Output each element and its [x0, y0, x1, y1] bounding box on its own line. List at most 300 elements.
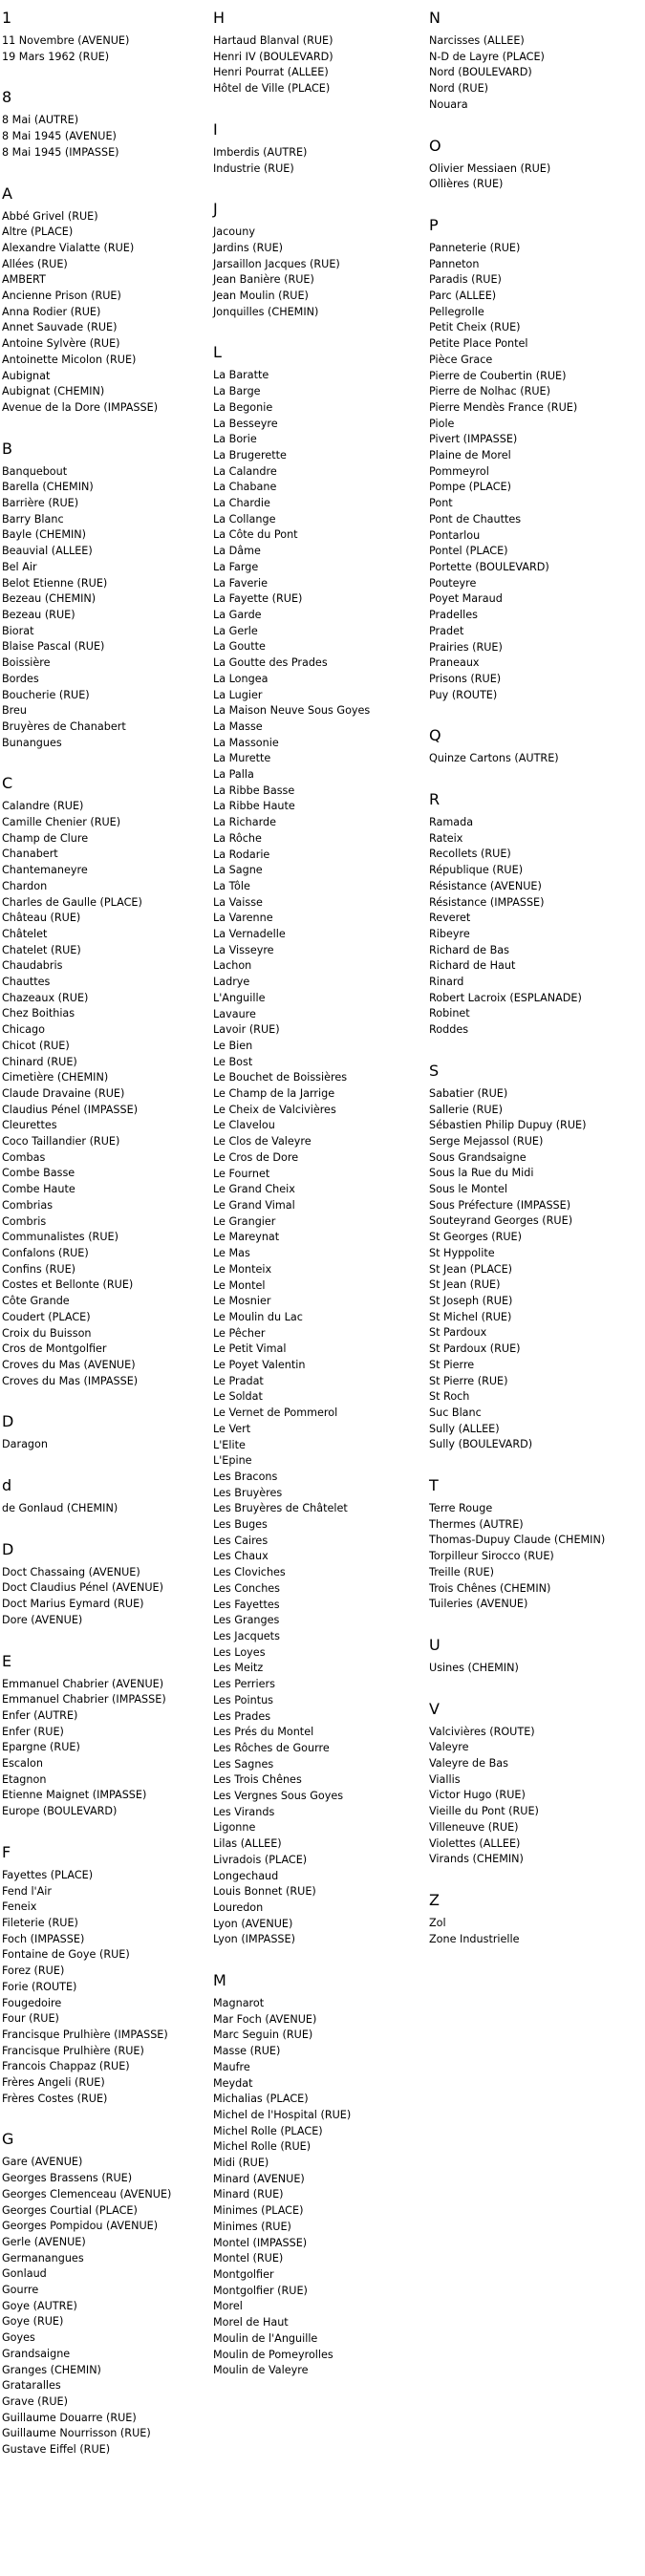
- street-entry: Pellegrolle: [429, 305, 484, 318]
- street-entry: Minard (AVENUE): [213, 2172, 305, 2185]
- street-entry: Jarsaillon Jacques (RUE): [213, 257, 340, 270]
- street-entry: Rinard: [429, 976, 464, 989]
- street-entry: La Collange: [213, 512, 276, 526]
- section-letter-heading: F: [2, 1842, 11, 1861]
- street-entry: Paradis (RUE): [429, 273, 502, 287]
- street-entry: St Roch: [429, 1390, 470, 1404]
- street-entry: Quinze Cartons (AUTRE): [429, 752, 559, 765]
- street-entry: Jonquilles (CHEMIN): [213, 305, 319, 318]
- section-letter-heading: P: [429, 215, 439, 234]
- street-entry: Cros de Montgolfier: [2, 1342, 107, 1356]
- street-entry: Olivier Messiaen (RUE): [429, 161, 551, 175]
- street-entry: Grave (RUE): [2, 2394, 68, 2408]
- section-letter-heading: D: [2, 1539, 14, 1558]
- section-letter-heading: A: [2, 183, 12, 203]
- street-entry: de Gonlaud (CHEMIN): [2, 1502, 118, 1515]
- street-entry: Frères Angeli (RUE): [2, 2076, 105, 2090]
- street-entry: La Baratte: [213, 369, 269, 382]
- street-entry: Confalons (RUE): [2, 1247, 89, 1259]
- street-entry: 8 Mai (AUTRE): [2, 114, 79, 127]
- section-letter-heading: N: [429, 9, 441, 27]
- street-entry: Lyon (AVENUE): [213, 1917, 293, 1930]
- street-entry: Montel (IMPASSE): [213, 2236, 308, 2249]
- street-entry: Les Bruyères: [213, 1486, 283, 1499]
- street-entry: Recollets (RUE): [429, 848, 511, 861]
- letter-section: [2, 440, 198, 752]
- letter-section: [2, 2130, 198, 2458]
- street-entry: La Massonie: [213, 736, 279, 749]
- street-entry: Bruyères de Chanabert: [2, 719, 126, 733]
- street-entry: Hartaud Blanval (RUE): [213, 34, 333, 47]
- street-entry: Dore (AVENUE): [2, 1613, 83, 1626]
- street-entry: Sallerie (RUE): [429, 1103, 503, 1116]
- street-entry: Michel Rolle (RUE): [213, 2140, 312, 2154]
- street-entry: Claudius Pénel (IMPASSE): [2, 1103, 139, 1116]
- street-entry: Georges Pompidou (AVENUE): [2, 2220, 159, 2233]
- street-entry: Thermes (AUTRE): [429, 1517, 524, 1531]
- letter-section: [429, 726, 625, 767]
- street-entry: Les Prés du Montel: [213, 1726, 314, 1739]
- street-entry: La Goutte: [213, 640, 266, 654]
- section-letter-heading: S: [429, 1061, 440, 1080]
- letter-section: [213, 1971, 409, 2379]
- street-entry: Pierre de Nolhac (RUE): [429, 385, 550, 398]
- street-list: [2, 113, 198, 161]
- street-entry: La Besseyre: [213, 417, 278, 430]
- street-entry: Panneterie (RUE): [429, 241, 521, 254]
- street-entry: Les Buges: [213, 1518, 268, 1532]
- letter-section: [429, 1636, 625, 1677]
- street-entry: Combas: [2, 1150, 46, 1164]
- street-entry: La Barge: [213, 385, 261, 398]
- street-entry: Puy (ROUTE): [429, 688, 498, 701]
- street-entry: La Vernadelle: [213, 928, 286, 941]
- street-entry: Escalon: [2, 1757, 43, 1771]
- street-entry: Chatelet (RUE): [2, 943, 81, 956]
- letter-section: [2, 1652, 198, 1820]
- letter-section: [2, 1412, 198, 1453]
- street-entry: Les Prades: [213, 1709, 271, 1723]
- street-entry: Minimes (PLACE): [213, 2204, 304, 2218]
- street-entry: Sully (ALLEE): [429, 1422, 500, 1435]
- street-entry: N-D de Layre (PLACE): [429, 50, 545, 63]
- street-entry: Les Vergnes Sous Goyes: [213, 1790, 344, 1803]
- street-entry: Costes et Bellonte (RUE): [2, 1278, 134, 1292]
- street-entry: La Palla: [213, 768, 254, 782]
- street-entry: Le Vert: [213, 1422, 251, 1435]
- street-entry: Torpilleur Sirocco (RUE): [429, 1550, 554, 1563]
- street-entry: Roddes: [429, 1023, 469, 1037]
- section-letter-heading: O: [429, 136, 441, 155]
- street-entry: Fend l'Air: [2, 1884, 52, 1898]
- index-column: [2, 9, 198, 2481]
- street-entry: Combrias: [2, 1198, 54, 1212]
- section-letter-heading: D: [2, 1412, 14, 1431]
- street-entry: Reveret: [429, 912, 471, 925]
- street-entry: Bel Air: [2, 560, 37, 573]
- street-list: [2, 209, 198, 417]
- street-entry: Gonlaud: [2, 2267, 47, 2281]
- street-entry: Allées (RUE): [2, 257, 68, 270]
- street-entry: Francois Chappaz (RUE): [2, 2060, 130, 2073]
- street-entry: Emmanuel Chabrier (AVENUE): [2, 1677, 164, 1690]
- street-entry: Henri Pourrat (ALLEE): [213, 66, 329, 79]
- street-entry: St Hyppolite: [429, 1246, 495, 1259]
- street-entry: Guillaume Douarre (RUE): [2, 2411, 137, 2424]
- street-entry: La Vaisse: [213, 895, 263, 909]
- street-entry: Château (RUE): [2, 912, 81, 925]
- street-entry: Belot Etienne (RUE): [2, 576, 108, 590]
- street-entry: Enfer (AUTRE): [2, 1708, 78, 1722]
- street-entry: Longechaud: [213, 1869, 279, 1882]
- street-entry: L'Anguille: [213, 991, 266, 1004]
- street-entry: Pompe (PLACE): [429, 481, 511, 494]
- street-entry: Confins (RUE): [2, 1262, 76, 1276]
- street-entry: Antoinette Micolon (RUE): [2, 353, 137, 366]
- street-entry: Pouteyre: [429, 576, 477, 590]
- street-entry: Treille (RUE): [429, 1565, 494, 1578]
- street-entry: Croves du Mas (IMPASSE): [2, 1374, 139, 1387]
- street-entry: 8 Mai 1945 (IMPASSE): [2, 145, 119, 159]
- section-letter-heading: V: [429, 1699, 440, 1718]
- street-list: [213, 225, 409, 320]
- street-entry: Lachon: [213, 959, 252, 973]
- street-entry: Fileterie (RUE): [2, 1916, 78, 1929]
- letter-section: [429, 9, 625, 114]
- section-letter-heading: Q: [429, 726, 441, 745]
- street-list: [429, 241, 625, 703]
- street-entry: Foch (IMPASSE): [2, 1932, 85, 1945]
- street-entry: Gourre: [2, 2284, 39, 2297]
- street-entry: Germanangues: [2, 2251, 84, 2265]
- street-entry: Calandre (RUE): [2, 800, 84, 813]
- street-entry: La Varenne: [213, 912, 273, 925]
- street-entry: Petit Cheix (RUE): [429, 321, 521, 334]
- street-entry: Les Cloviches: [213, 1566, 286, 1579]
- street-list: [2, 1677, 198, 1820]
- street-entry: La Masse: [213, 719, 263, 733]
- street-entry: Europe (BOULEVARD): [2, 1805, 118, 1818]
- street-entry: St Jean (PLACE): [429, 1262, 513, 1276]
- street-entry: La Longea: [213, 672, 269, 685]
- street-entry: La Faverie: [213, 576, 269, 590]
- street-entry: Les Caires: [213, 1534, 269, 1547]
- street-entry: St Georges (RUE): [429, 1231, 522, 1244]
- street-entry: La Côte du Pont: [213, 528, 298, 542]
- street-entry: Ribeyre: [429, 927, 470, 940]
- street-entry: Charles de Gaulle (PLACE): [2, 895, 142, 909]
- section-letter-heading: I: [213, 119, 218, 139]
- street-entry: Jacouny: [213, 225, 255, 239]
- street-entry: La Fayette (RUE): [213, 592, 303, 606]
- street-entry: Tuileries (AVENUE): [429, 1598, 528, 1611]
- letter-section: [2, 1476, 198, 1517]
- street-entry: Henri IV (BOULEVARD): [213, 50, 333, 63]
- street-entry: La Dâme: [213, 545, 261, 558]
- street-entry: Michalias (PLACE): [213, 2093, 309, 2106]
- street-entry: Valeyre de Bas: [429, 1757, 508, 1771]
- street-entry: Zol: [429, 1916, 446, 1929]
- street-entry: Les Bracons: [213, 1470, 278, 1483]
- street-entry: Les Fayettes: [213, 1598, 280, 1611]
- street-entry: Le Bost: [213, 1055, 253, 1068]
- street-entry: Chaudabris: [2, 959, 63, 973]
- street-list: [429, 33, 625, 114]
- street-entry: Sous la Rue du Midi: [429, 1167, 534, 1180]
- street-entry: Rateix: [429, 831, 463, 845]
- street-entry: Forez (RUE): [2, 1964, 65, 1978]
- street-entry: Daragon: [2, 1438, 48, 1451]
- street-entry: La Lugier: [213, 688, 263, 701]
- street-entry: Terre Rouge: [429, 1502, 493, 1515]
- street-entry: Trois Chênes (CHEMIN): [429, 1581, 551, 1595]
- street-entry: Georges Courtial (PLACE): [2, 2203, 138, 2217]
- street-entry: Les Pointus: [213, 1693, 274, 1707]
- street-entry: Avenue de la Dore (IMPASSE): [2, 400, 159, 414]
- street-entry: Usines (CHEMIN): [429, 1661, 519, 1674]
- section-letter-heading: U: [429, 1635, 441, 1654]
- street-entry: Nord (RUE): [429, 82, 489, 96]
- street-entry: Bunangues: [2, 736, 62, 749]
- street-entry: La Visseyre: [213, 943, 274, 956]
- street-entry: La Ribbe Basse: [213, 784, 295, 797]
- street-entry: Banquebout: [2, 464, 68, 478]
- street-entry: Blaise Pascal (RUE): [2, 640, 105, 654]
- street-entry: Prairies (RUE): [429, 640, 503, 654]
- street-entry: Les Jacquets: [213, 1629, 280, 1642]
- street-entry: Chicago: [2, 1023, 45, 1037]
- street-entry: Le Cros de Dore: [213, 1150, 299, 1164]
- street-entry: Nord (BOULEVARD): [429, 66, 532, 79]
- street-entry: Michel Rolle (PLACE): [213, 2124, 323, 2137]
- street-entry: Chantemaneyre: [2, 864, 88, 877]
- street-entry: Grandsaigne: [2, 2347, 71, 2360]
- street-entry: Livradois (PLACE): [213, 1853, 308, 1866]
- street-entry: Pièce Grace: [429, 353, 493, 366]
- letter-section: [429, 1700, 625, 1868]
- letter-section: [429, 216, 625, 703]
- street-entry: La Richarde: [213, 816, 277, 829]
- letter-section: [429, 1891, 625, 1947]
- street-entry: Résistance (AVENUE): [429, 879, 542, 892]
- street-entry: Morel de Haut: [213, 2316, 289, 2329]
- street-entry: Châtelet: [2, 927, 48, 940]
- street-entry: Louis Bonnet (RUE): [213, 1885, 316, 1899]
- letter-section: [2, 1843, 198, 2108]
- street-entry: Hôtel de Ville (PLACE): [213, 82, 331, 96]
- street-entry: Robert Lacroix (ESPLANADE): [429, 991, 582, 1004]
- street-entry: Combris: [2, 1214, 47, 1228]
- street-entry: Richard de Haut: [429, 959, 516, 973]
- street-entry: Sous Grandsaigne: [429, 1150, 527, 1164]
- street-entry: Altre (PLACE): [2, 225, 74, 239]
- street-entry: Montgolfier (RUE): [213, 2284, 308, 2297]
- street-entry: Doct Chassaing (AVENUE): [2, 1565, 140, 1578]
- street-entry: Viallis: [429, 1772, 461, 1786]
- street-entry: Plaine de Morel: [429, 449, 511, 462]
- street-entry: Chardon: [2, 879, 48, 892]
- street-entry: Le Grand Vimal: [213, 1199, 295, 1212]
- street-entry: Mar Foch (AVENUE): [213, 2012, 317, 2026]
- street-entry: Barrière (RUE): [2, 497, 79, 510]
- street-entry: Jean Moulin (RUE): [213, 290, 309, 303]
- street-entry: Richard de Bas: [429, 943, 509, 956]
- street-entry: St Michel (RUE): [429, 1310, 512, 1323]
- street-entry: La Calandre: [213, 464, 277, 478]
- street-entry: Ladrye: [213, 976, 250, 989]
- street-entry: Pommeyrol: [429, 464, 489, 478]
- street-entry: Le Grangier: [213, 1214, 276, 1228]
- street-entry: Serge Mejassol (RUE): [429, 1134, 544, 1148]
- street-entry: Guillaume Nourrisson (RUE): [2, 2427, 151, 2440]
- street-entry: Midi (RUE): [213, 2157, 269, 2170]
- street-entry: Beauvial (ALLEE): [2, 545, 93, 558]
- street-entry: Nouara: [429, 97, 468, 111]
- street-entry: Fontaine de Goye (RUE): [2, 1948, 130, 1962]
- street-entry: Ramada: [429, 816, 474, 829]
- section-letter-heading: R: [429, 790, 441, 809]
- street-entry: Minimes (RUE): [213, 2220, 291, 2233]
- street-entry: 11 Novembre (AVENUE): [2, 34, 130, 47]
- street-list: [429, 1661, 625, 1677]
- street-entry: Barella (CHEMIN): [2, 481, 94, 494]
- street-entry: La Sagne: [213, 864, 263, 877]
- street-entry: Zone Industrielle: [429, 1932, 520, 1945]
- street-entry: Etagnon: [2, 1772, 47, 1786]
- street-entry: L'Elite: [213, 1438, 246, 1451]
- street-entry: Le Mas: [213, 1247, 250, 1260]
- letter-section: [429, 1476, 625, 1613]
- street-entry: La Brugerette: [213, 448, 287, 462]
- street-entry: Moulin de l'Anguille: [213, 2331, 318, 2345]
- street-entry: Chinard (RUE): [2, 1055, 77, 1068]
- street-entry: Georges Brassens (RUE): [2, 2172, 133, 2185]
- street-entry: Chez Boithias: [2, 1007, 75, 1020]
- street-entry: Petite Place Pontel: [429, 337, 528, 351]
- street-entry: Le Clavelou: [213, 1119, 275, 1132]
- street-entry: Les Granges: [213, 1614, 280, 1627]
- street-entry: Chanabert: [2, 848, 58, 861]
- street-entry: Aubignat (CHEMIN): [2, 385, 105, 398]
- street-entry: Fougedoire: [2, 1996, 62, 2009]
- street-entry: 8 Mai 1945 (AVENUE): [2, 130, 117, 143]
- street-entry: Etienne Maignet (IMPASSE): [2, 1789, 147, 1802]
- street-entry: Lavoir (RUE): [213, 1023, 280, 1037]
- street-list: [429, 1725, 625, 1868]
- letter-section: [213, 200, 409, 320]
- street-entry: Les Rôches de Gourre: [213, 1741, 330, 1754]
- street-entry: Panneton: [429, 257, 480, 270]
- street-entry: La Goutte des Prades: [213, 656, 328, 670]
- street-entry: Aubignat: [2, 369, 51, 382]
- street-entry: Suc Blanc: [429, 1406, 482, 1419]
- street-entry: Le Grand Cheix: [213, 1183, 295, 1196]
- street-entry: Les Sagnes: [213, 1757, 274, 1771]
- street-entry: Annet Sauvade (RUE): [2, 321, 118, 334]
- street-entry: Le Bien: [213, 1039, 253, 1052]
- street-entry: Industrie (RUE): [213, 161, 294, 175]
- street-list: [2, 1565, 198, 1629]
- street-entry: La Chardie: [213, 497, 270, 510]
- street-entry: Souteyrand Georges (RUE): [429, 1214, 573, 1228]
- street-entry: Le Soldat: [213, 1390, 263, 1404]
- street-entry: Montgolfier: [213, 2268, 274, 2281]
- street-entry: Forie (ROUTE): [2, 1980, 77, 1993]
- street-entry: Gerle (AVENUE): [2, 2235, 86, 2248]
- street-entry: Coco Taillandier (RUE): [2, 1135, 120, 1148]
- street-list: [2, 1501, 198, 1517]
- street-entry: Communalistes (RUE): [2, 1231, 118, 1244]
- section-letter-heading: H: [213, 9, 226, 27]
- street-entry: Pivert (IMPASSE): [429, 433, 518, 446]
- street-list: [213, 145, 409, 177]
- street-entry: Biorat: [2, 624, 34, 637]
- street-entry: Feneix: [2, 1900, 37, 1914]
- letter-section: [429, 790, 625, 1039]
- street-entry: Côte Grande: [2, 1295, 70, 1308]
- street-entry: Combe Haute: [2, 1183, 75, 1196]
- street-entry: La Rôche: [213, 831, 262, 845]
- street-entry: Granges (CHEMIN): [2, 2363, 101, 2376]
- street-entry: La Ribbe Haute: [213, 800, 295, 813]
- letter-section: [2, 1540, 198, 1629]
- street-entry: La Begonie: [213, 400, 273, 414]
- street-entry: Croix du Buisson: [2, 1326, 92, 1340]
- street-entry: Le Fournet: [213, 1167, 270, 1180]
- street-entry: Le Pêcher: [213, 1326, 266, 1340]
- street-entry: Montel (RUE): [213, 2252, 284, 2265]
- street-entry: La Rodarie: [213, 848, 270, 861]
- street-entry: Francisque Prulhière (RUE): [2, 2044, 144, 2057]
- street-entry: Georges Clemenceau (AVENUE): [2, 2187, 172, 2200]
- street-list: [2, 2155, 198, 2458]
- street-entry: Le Pradat: [213, 1374, 264, 1387]
- street-list: [213, 368, 409, 1948]
- street-entry: Goyes: [2, 2331, 35, 2345]
- letter-section: [213, 120, 409, 177]
- street-entry: St Pardoux: [429, 1326, 487, 1340]
- street-entry: La Gerle: [213, 624, 258, 637]
- street-entry: Le Poyet Valentin: [213, 1359, 306, 1372]
- street-entry: Pierre Mendès France (RUE): [429, 400, 578, 414]
- street-entry: Piole: [429, 417, 455, 430]
- street-list: [2, 464, 198, 752]
- section-letter-heading: E: [2, 1651, 12, 1670]
- street-entry: Combe Basse: [2, 1167, 75, 1180]
- street-entry: Les Virands: [213, 1805, 275, 1818]
- street-entry: Ancienne Prison (RUE): [2, 290, 121, 303]
- street-entry: Villeneuve (RUE): [429, 1820, 519, 1834]
- street-entry: Lyon (IMPASSE): [213, 1933, 295, 1946]
- street-entry: Maufre: [213, 2060, 250, 2073]
- street-entry: Moulin de Pomeyrolles: [213, 2348, 333, 2361]
- street-entry: Pont: [429, 497, 453, 510]
- letter-section: [2, 88, 198, 161]
- street-entry: Ligonne: [213, 1821, 256, 1835]
- street-entry: Boissière: [2, 656, 51, 670]
- street-list: [429, 161, 625, 193]
- street-entry: Prisons (RUE): [429, 672, 502, 685]
- street-entry: Doct Claudius Pénel (AVENUE): [2, 1581, 163, 1595]
- street-entry: La Maison Neuve Sous Goyes: [213, 704, 371, 718]
- street-entry: Le Bouchet de Boissières: [213, 1071, 348, 1084]
- street-entry: Sébastien Philip Dupuy (RUE): [429, 1119, 587, 1132]
- street-entry: Le Petit Vimal: [213, 1342, 287, 1356]
- street-entry: Michel de l'Hospital (RUE): [213, 2108, 352, 2121]
- street-entry: Le Moulin du Lac: [213, 1310, 303, 1323]
- index-column: [213, 9, 409, 2402]
- street-entry: Champ de Clure: [2, 831, 89, 845]
